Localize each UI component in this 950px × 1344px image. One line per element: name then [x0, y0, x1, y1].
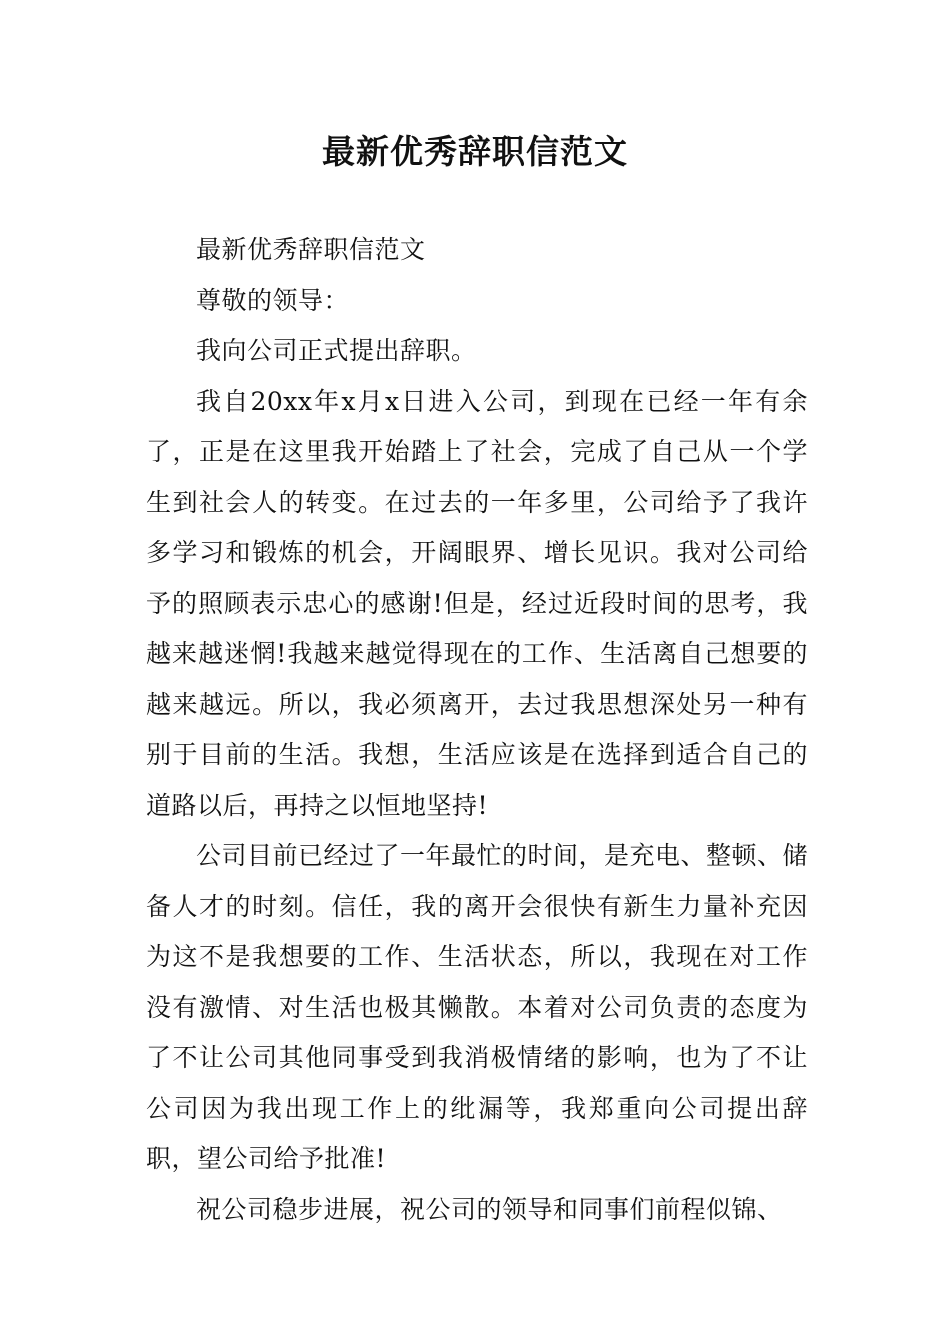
paragraph-body-2: 公司目前已经过了一年最忙的时间，是充电、整顿、储备人才的时刻。信任，我的离开会很快有新生力量补充因为这不是我想要的工作、生活状态，所以，我现在对工作没有激情、对生活也极其懒散。本着对公司负责的态度为了不让公司其他同事受到我消极情绪的影响，也为了不让公司因为我出现工作上的纰漏等，我郑重向公司提出辞职，望公司给予批准!: [146, 841, 809, 1173]
paragraph-salutation: 尊敬的领导：: [196, 285, 350, 315]
document-title: 最新优秀辞职信范文: [322, 132, 628, 171]
document-body: [146, 225, 808, 1235]
paragraph-heading: 最新优秀辞职信范文: [196, 235, 426, 264]
paragraph-statement: 我向公司正式提出辞职。: [196, 336, 477, 365]
paragraph-closing: 祝公司稳步进展，祝公司的领导和同事们前程似锦、: [196, 1194, 783, 1224]
paragraph-body-1: 我自20xx年x月x日进入公司，到现在已经一年有余了，正是在这里我开始踏上了社会，完成了自己从一个学生到社会人的转变。在过去的一年多里，公司给予了我许多学习和锻炼的机会，开阔眼界、增长见识。我对公司给予的照顾表示忠心的感谢!但是，经过近段时间的思考，我越来越迷惘!我越来越觉得现在的工作、生活离自己想要的越来越远。所以，我必须离开，去过我思想深处另一种有别于目前的生活。我想，生活应该是在选择到适合自己的道路以后，再持之以恒地坚持!: [146, 386, 808, 820]
